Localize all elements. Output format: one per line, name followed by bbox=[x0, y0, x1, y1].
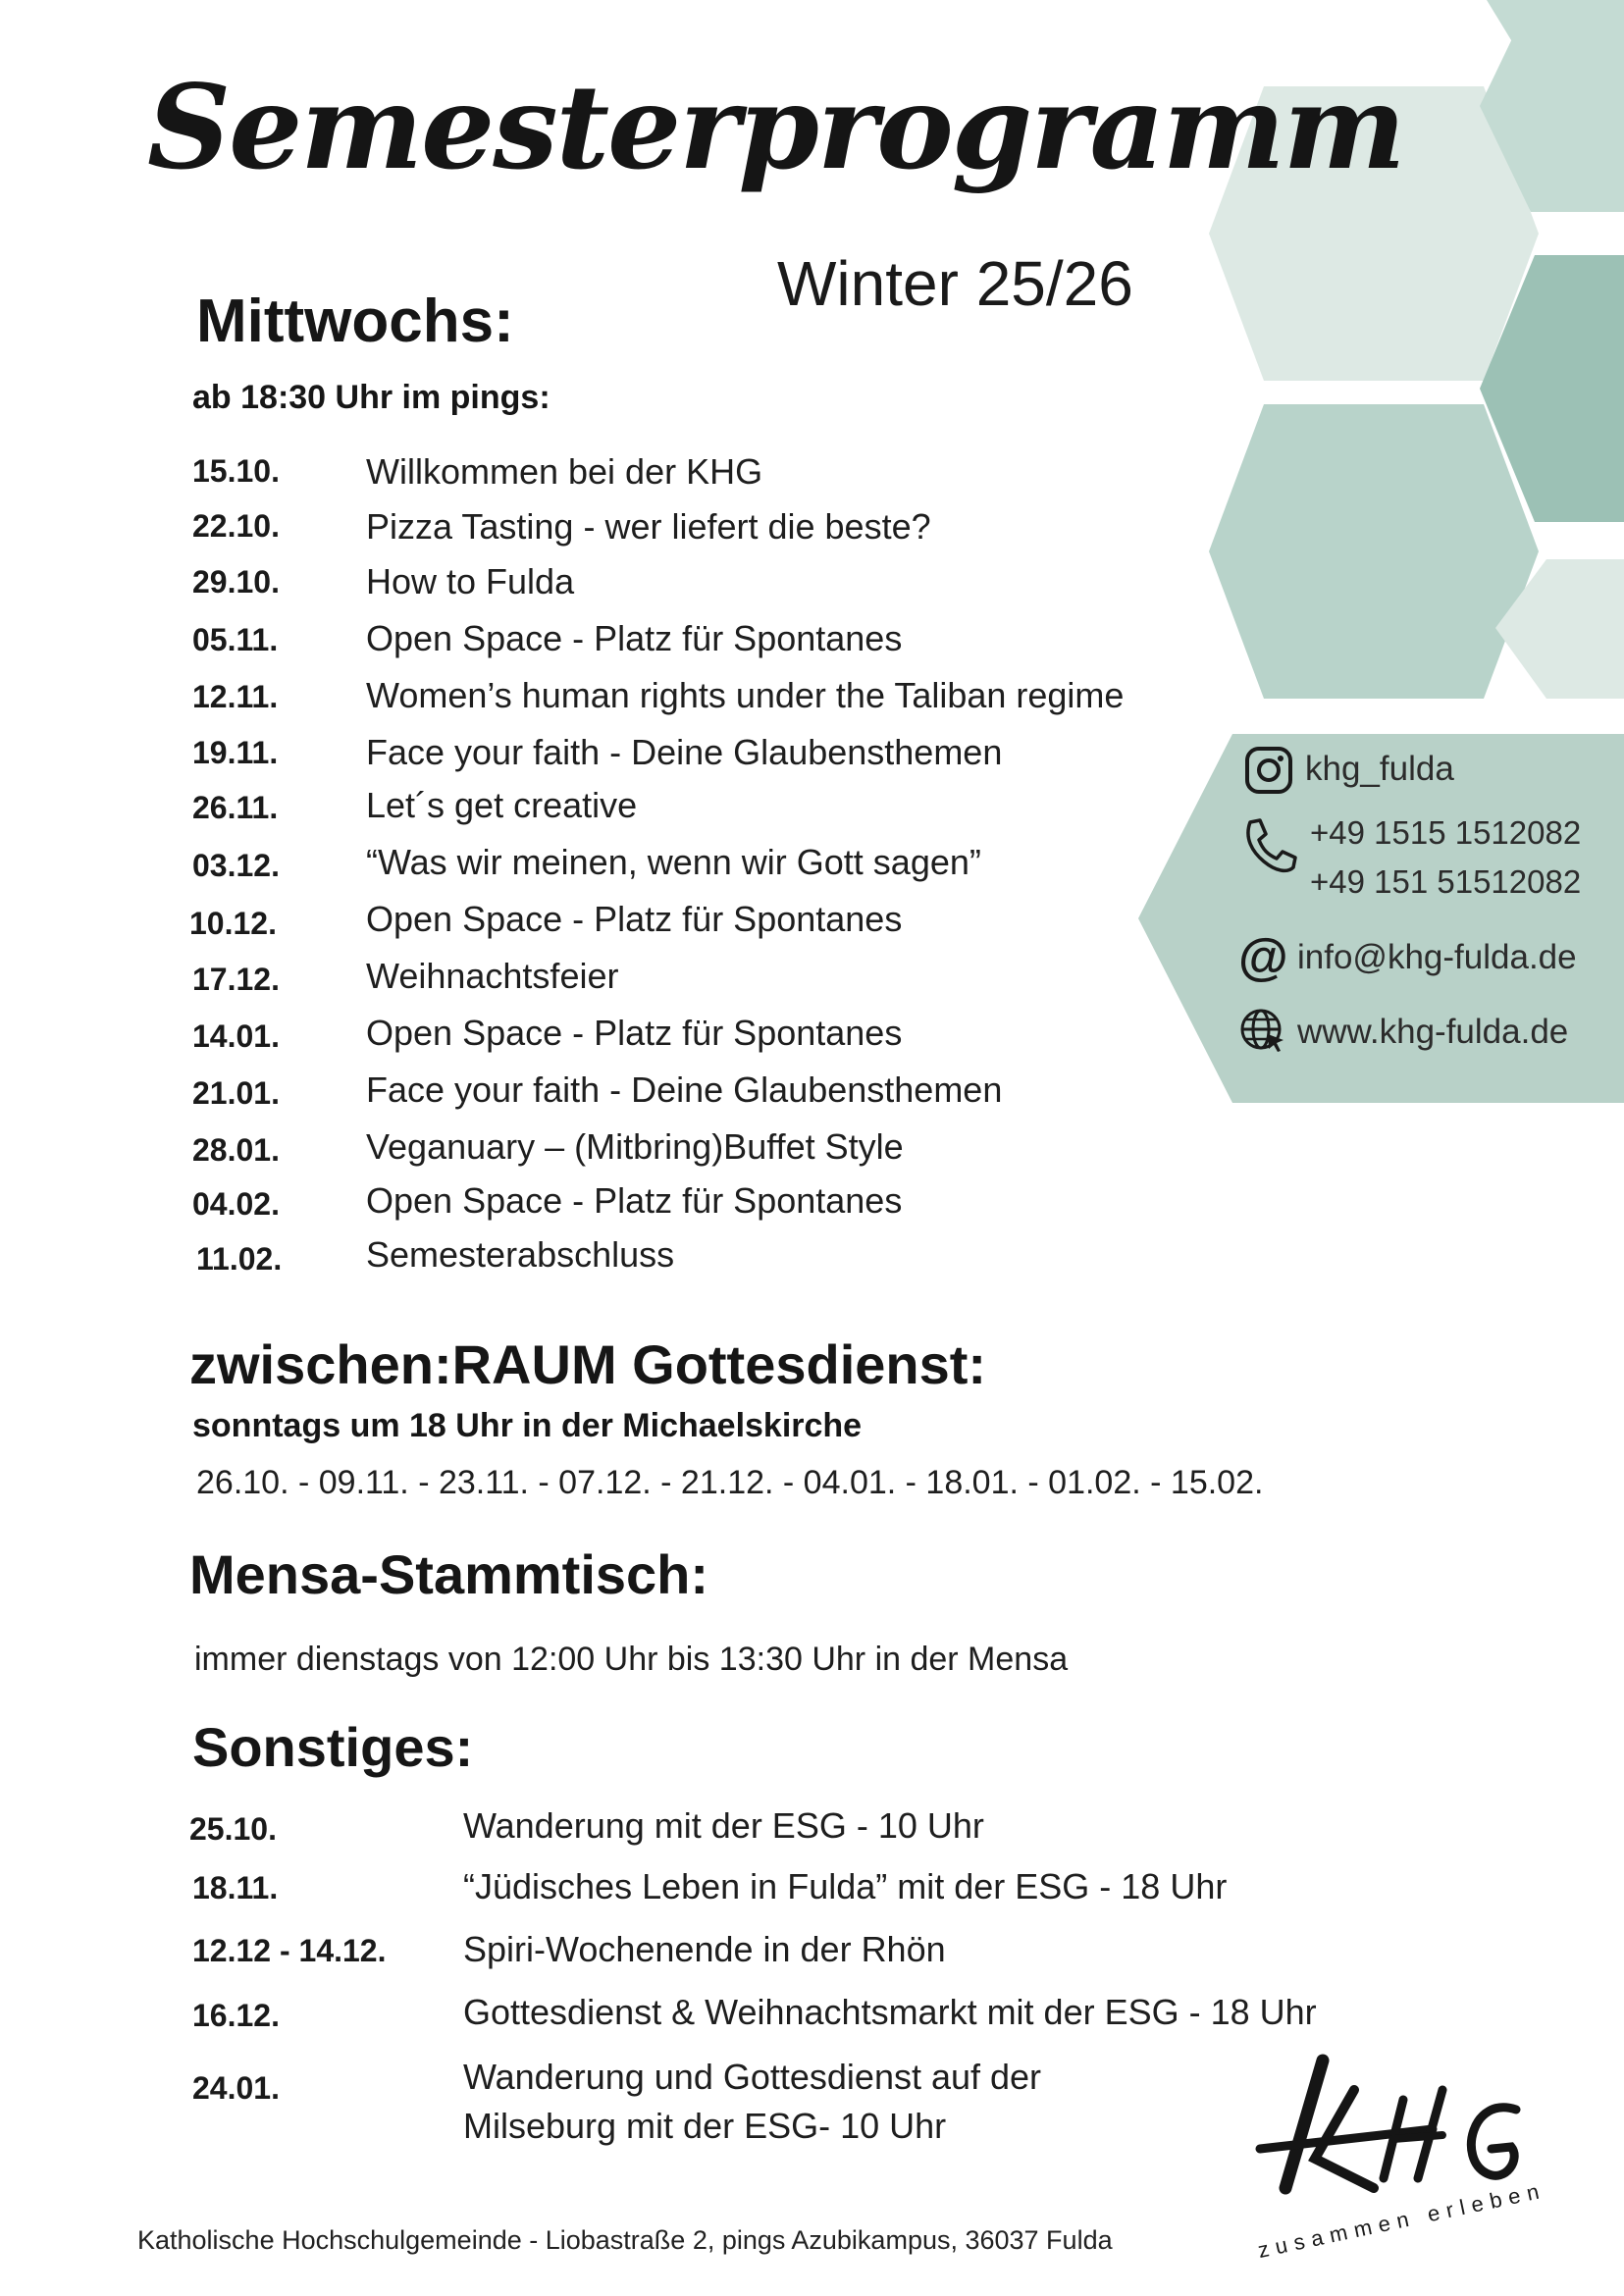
semester-subtitle: Winter 25/26 bbox=[777, 248, 1133, 319]
event-title: “Jüdisches Leben in Fulda” mit der ESG - 18 Uhr bbox=[463, 1866, 1228, 1906]
mittwochs-subheading: ab 18:30 Uhr im pings: bbox=[192, 379, 550, 416]
event-title: Veganuary – (Mitbring)Buffet Style bbox=[366, 1126, 904, 1167]
event-title: Open Space - Platz für Spontanes bbox=[366, 1180, 903, 1221]
mittwochs-heading: Mittwochs: bbox=[196, 287, 514, 355]
event-date: 17.12. bbox=[192, 962, 280, 997]
event-title: Wanderung mit der ESG - 10 Uhr bbox=[463, 1805, 984, 1846]
website-url[interactable]: www.khg-fulda.de bbox=[1297, 1013, 1569, 1051]
event-date: 15.10. bbox=[192, 453, 280, 489]
email-address[interactable]: info@khg-fulda.de bbox=[1297, 938, 1577, 976]
event-date: 11.02. bbox=[196, 1241, 283, 1277]
event-title: Pizza Tasting - wer liefert die beste? bbox=[366, 506, 931, 547]
event-title: Open Space - Platz für Spontanes bbox=[366, 1013, 903, 1053]
event-title: Open Space - Platz für Spontanes bbox=[366, 899, 903, 939]
event-date: 22.10. bbox=[192, 508, 280, 544]
event-date: 10.12. bbox=[189, 906, 277, 941]
event-date: 28.01. bbox=[192, 1132, 280, 1168]
globe-icon bbox=[1238, 1007, 1287, 1056]
event-date: 29.10. bbox=[192, 564, 280, 600]
phone-icon bbox=[1238, 814, 1301, 877]
event-date: 21.01. bbox=[192, 1075, 280, 1111]
event-title: Open Space - Platz für Spontanes bbox=[366, 618, 903, 658]
mensa-text: immer dienstags von 12:00 Uhr bis 13:30 Uhr in der Mensa bbox=[194, 1641, 1069, 1678]
event-date: 03.12. bbox=[192, 848, 280, 883]
event-date: 25.10. bbox=[189, 1811, 277, 1847]
hexagon-lower bbox=[1209, 404, 1539, 699]
footer-address: Katholische Hochschulgemeinde - Liobastraße 2, pings Azubikampus, 36037 Fulda bbox=[137, 2225, 1113, 2255]
event-title: Women’s human rights under the Taliban regime bbox=[366, 675, 1125, 715]
phone-number-1[interactable]: +49 1515 1512082 bbox=[1310, 814, 1582, 851]
event-date: 26.11. bbox=[192, 790, 279, 825]
event-date: 12.12 - 14.12. bbox=[192, 1933, 387, 1968]
instagram-handle[interactable]: khg_fulda bbox=[1305, 750, 1454, 788]
logo-brush-strokes bbox=[1246, 2041, 1599, 2267]
event-date: 18.11. bbox=[192, 1870, 279, 1905]
event-title: Face your faith - Deine Glaubensthemen bbox=[366, 732, 1003, 772]
event-title: Weihnachtsfeier bbox=[366, 956, 619, 996]
event-title: “Was wir meinen, wenn wir Gott sagen” bbox=[366, 842, 981, 882]
khg-logo bbox=[1246, 2041, 1599, 2267]
event-date: 05.11. bbox=[192, 622, 279, 657]
event-title: Willkommen bei der KHG bbox=[366, 451, 763, 492]
event-date: 12.11. bbox=[192, 679, 279, 714]
page-title: Semesterprogramm bbox=[147, 59, 1404, 195]
gottesdienst-heading: zwischen:RAUM Gottesdienst: bbox=[189, 1333, 987, 1395]
event-date: 16.12. bbox=[192, 1998, 280, 2033]
event-title: Gottesdienst & Weihnachtsmarkt mit der ESG - 18 Uhr bbox=[463, 1992, 1317, 2032]
event-title: Let´s get creative bbox=[366, 785, 638, 825]
mensa-heading: Mensa-Stammtisch: bbox=[189, 1543, 709, 1605]
sonstiges-heading: Sonstiges: bbox=[192, 1716, 474, 1778]
event-title: Spiri-Wochenende in der Rhön bbox=[463, 1929, 946, 1969]
at-icon: @ bbox=[1238, 929, 1288, 986]
event-title-continued: Milseburg mit der ESG- 10 Uhr bbox=[463, 2106, 947, 2146]
event-date: 19.11. bbox=[192, 735, 279, 770]
event-title: How to Fulda bbox=[366, 561, 575, 601]
event-title: Semesterabschluss bbox=[366, 1234, 675, 1275]
event-date: 04.02. bbox=[192, 1186, 280, 1222]
event-date: 14.01. bbox=[192, 1018, 280, 1054]
gottesdienst-dates: 26.10. - 09.11. - 23.11. - 07.12. - 21.12. - 04.01. - 18.01. - 01.02. - 15.02. bbox=[196, 1464, 1264, 1501]
instagram-icon bbox=[1244, 746, 1293, 795]
svg-text:zusammen erleben: zusammen erleben bbox=[1255, 2177, 1548, 2263]
phone-number-2[interactable]: +49 151 51512082 bbox=[1310, 863, 1582, 900]
event-title: Wanderung und Gottesdienst auf der bbox=[463, 2057, 1042, 2097]
event-date: 24.01. bbox=[192, 2070, 280, 2106]
event-title: Face your faith - Deine Glaubensthemen bbox=[366, 1070, 1003, 1110]
gottesdienst-subheading: sonntags um 18 Uhr in der Michaelskirche bbox=[192, 1407, 863, 1444]
